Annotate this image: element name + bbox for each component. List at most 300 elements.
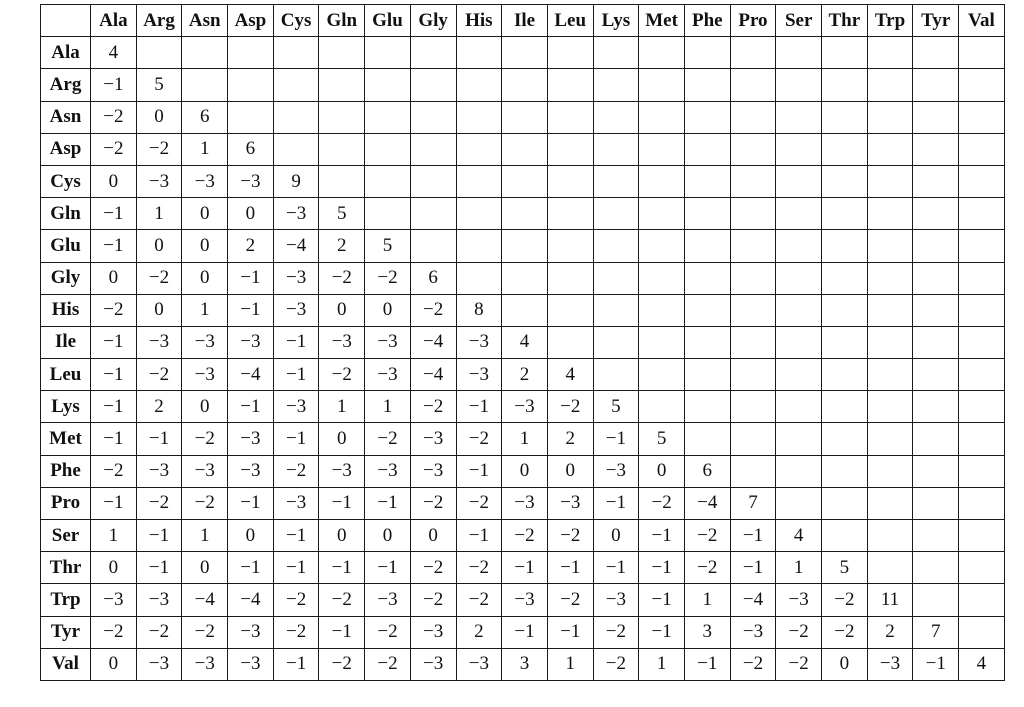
empty-cell — [959, 294, 1005, 326]
score-cell: 3 — [502, 648, 548, 680]
empty-cell — [822, 101, 868, 133]
score-cell: 0 — [91, 552, 137, 584]
row-header: Cys — [41, 165, 91, 197]
empty-cell — [776, 165, 822, 197]
empty-cell — [867, 165, 913, 197]
empty-cell — [684, 294, 730, 326]
row-header: Pro — [41, 487, 91, 519]
score-cell: 1 — [182, 520, 228, 552]
score-cell: 1 — [91, 520, 137, 552]
score-cell: −3 — [136, 165, 182, 197]
score-cell: −2 — [822, 584, 868, 616]
empty-cell — [913, 262, 959, 294]
score-cell: 2 — [319, 230, 365, 262]
empty-cell — [913, 326, 959, 358]
empty-cell — [273, 69, 319, 101]
score-cell: −1 — [639, 584, 685, 616]
empty-cell — [730, 294, 776, 326]
empty-cell — [684, 101, 730, 133]
empty-cell — [639, 37, 685, 69]
score-cell: −3 — [228, 616, 274, 648]
empty-cell — [639, 165, 685, 197]
score-cell: −1 — [136, 552, 182, 584]
score-cell: −3 — [410, 616, 456, 648]
empty-cell — [410, 230, 456, 262]
empty-cell — [456, 101, 502, 133]
score-cell: −3 — [502, 584, 548, 616]
table-row — [41, 423, 1005, 455]
empty-cell — [776, 37, 822, 69]
column-header: Asn — [182, 5, 228, 37]
empty-cell — [639, 230, 685, 262]
score-cell: −2 — [365, 616, 411, 648]
score-cell: −2 — [456, 584, 502, 616]
score-cell: −1 — [228, 294, 274, 326]
score-cell: −2 — [547, 584, 593, 616]
empty-cell — [730, 37, 776, 69]
score-cell: 5 — [319, 198, 365, 230]
empty-cell — [273, 133, 319, 165]
score-cell: −3 — [136, 584, 182, 616]
score-cell: −3 — [182, 359, 228, 391]
table-row — [41, 648, 1005, 680]
score-cell: −2 — [684, 552, 730, 584]
column-header: Ile — [502, 5, 548, 37]
empty-cell — [410, 198, 456, 230]
empty-cell — [959, 616, 1005, 648]
table-row — [41, 294, 1005, 326]
empty-cell — [867, 101, 913, 133]
score-cell: 0 — [822, 648, 868, 680]
row-header: Ser — [41, 520, 91, 552]
empty-cell — [959, 133, 1005, 165]
empty-cell — [822, 262, 868, 294]
score-cell: −2 — [273, 455, 319, 487]
column-header: Trp — [867, 5, 913, 37]
score-cell: −3 — [502, 391, 548, 423]
empty-cell — [639, 294, 685, 326]
score-cell: 6 — [182, 101, 228, 133]
score-cell: 4 — [502, 326, 548, 358]
empty-cell — [730, 455, 776, 487]
empty-cell — [867, 326, 913, 358]
empty-cell — [593, 69, 639, 101]
column-header: Lys — [593, 5, 639, 37]
column-header: Asp — [228, 5, 274, 37]
score-cell: −1 — [136, 520, 182, 552]
score-cell: 0 — [365, 294, 411, 326]
score-cell: −2 — [136, 359, 182, 391]
score-cell: 2 — [456, 616, 502, 648]
score-cell: 0 — [639, 455, 685, 487]
score-cell: −3 — [365, 584, 411, 616]
score-cell: 1 — [639, 648, 685, 680]
empty-cell — [730, 198, 776, 230]
table-row — [41, 487, 1005, 519]
score-cell: −3 — [365, 455, 411, 487]
score-cell: 0 — [319, 520, 365, 552]
empty-cell — [959, 520, 1005, 552]
score-cell: 0 — [136, 230, 182, 262]
empty-cell — [730, 391, 776, 423]
empty-cell — [776, 101, 822, 133]
empty-cell — [319, 101, 365, 133]
score-cell: −1 — [273, 326, 319, 358]
score-cell: 4 — [547, 359, 593, 391]
score-cell: 0 — [91, 262, 137, 294]
column-header: Tyr — [913, 5, 959, 37]
score-cell: −3 — [182, 326, 228, 358]
score-cell: −2 — [182, 616, 228, 648]
empty-cell — [822, 455, 868, 487]
score-cell: −2 — [684, 520, 730, 552]
score-cell: 5 — [822, 552, 868, 584]
score-cell: −2 — [319, 359, 365, 391]
empty-cell — [959, 101, 1005, 133]
score-cell: −3 — [91, 584, 137, 616]
empty-cell — [684, 230, 730, 262]
score-cell: 0 — [182, 230, 228, 262]
empty-cell — [867, 455, 913, 487]
row-header: Trp — [41, 584, 91, 616]
column-header: Phe — [684, 5, 730, 37]
score-cell: −2 — [273, 584, 319, 616]
score-cell: −3 — [182, 648, 228, 680]
empty-cell — [273, 101, 319, 133]
table-row — [41, 326, 1005, 358]
score-cell: −3 — [730, 616, 776, 648]
score-cell: −3 — [273, 391, 319, 423]
empty-cell — [913, 359, 959, 391]
empty-cell — [867, 198, 913, 230]
empty-cell — [867, 69, 913, 101]
empty-cell — [822, 359, 868, 391]
empty-cell — [913, 552, 959, 584]
score-cell: 0 — [319, 423, 365, 455]
empty-cell — [639, 391, 685, 423]
row-header: Phe — [41, 455, 91, 487]
column-header: Arg — [136, 5, 182, 37]
empty-cell — [776, 133, 822, 165]
score-cell: −1 — [593, 552, 639, 584]
score-cell: −1 — [730, 552, 776, 584]
empty-cell — [822, 294, 868, 326]
empty-cell — [822, 520, 868, 552]
table-row — [41, 391, 1005, 423]
score-cell: −3 — [228, 648, 274, 680]
score-cell: −2 — [182, 487, 228, 519]
column-header: Val — [959, 5, 1005, 37]
score-cell: −2 — [547, 391, 593, 423]
empty-cell — [730, 133, 776, 165]
empty-cell — [913, 37, 959, 69]
score-cell: 7 — [913, 616, 959, 648]
empty-cell — [822, 198, 868, 230]
empty-cell — [730, 230, 776, 262]
score-cell: 5 — [593, 391, 639, 423]
empty-cell — [913, 133, 959, 165]
column-header: Leu — [547, 5, 593, 37]
score-cell: −1 — [730, 520, 776, 552]
empty-cell — [913, 391, 959, 423]
score-cell: −3 — [228, 326, 274, 358]
score-cell: −3 — [456, 648, 502, 680]
score-cell: −2 — [547, 520, 593, 552]
empty-cell — [776, 262, 822, 294]
column-header: Pro — [730, 5, 776, 37]
table-row — [41, 520, 1005, 552]
empty-cell — [776, 455, 822, 487]
score-cell: −1 — [273, 520, 319, 552]
empty-cell — [822, 230, 868, 262]
score-cell: 1 — [547, 648, 593, 680]
empty-cell — [822, 133, 868, 165]
score-cell: −3 — [136, 326, 182, 358]
score-cell: −2 — [456, 552, 502, 584]
score-cell: −1 — [593, 487, 639, 519]
score-cell: −2 — [456, 423, 502, 455]
table-row — [41, 230, 1005, 262]
empty-cell — [684, 198, 730, 230]
table-row — [41, 552, 1005, 584]
score-cell: 4 — [959, 648, 1005, 680]
score-cell: −1 — [273, 423, 319, 455]
score-cell: 1 — [182, 133, 228, 165]
empty-cell — [502, 198, 548, 230]
row-header: Val — [41, 648, 91, 680]
score-cell: −1 — [502, 552, 548, 584]
empty-cell — [867, 423, 913, 455]
empty-cell — [684, 37, 730, 69]
score-cell: −2 — [593, 616, 639, 648]
column-header: Ser — [776, 5, 822, 37]
empty-cell — [867, 133, 913, 165]
empty-cell — [228, 101, 274, 133]
score-cell: −3 — [273, 262, 319, 294]
empty-cell — [776, 487, 822, 519]
empty-cell — [639, 133, 685, 165]
empty-cell — [959, 552, 1005, 584]
empty-cell — [639, 262, 685, 294]
score-cell: −3 — [182, 165, 228, 197]
empty-cell — [776, 230, 822, 262]
score-cell: −2 — [410, 391, 456, 423]
empty-cell — [593, 133, 639, 165]
empty-cell — [776, 391, 822, 423]
empty-cell — [593, 101, 639, 133]
score-cell: 6 — [410, 262, 456, 294]
empty-cell — [867, 552, 913, 584]
score-cell: −2 — [410, 584, 456, 616]
empty-cell — [639, 326, 685, 358]
empty-cell — [913, 230, 959, 262]
empty-cell — [822, 391, 868, 423]
empty-cell — [365, 37, 411, 69]
empty-cell — [684, 133, 730, 165]
matrix-body — [41, 37, 1005, 681]
score-cell: −3 — [136, 455, 182, 487]
score-cell: 0 — [228, 198, 274, 230]
empty-cell — [867, 487, 913, 519]
empty-cell — [959, 198, 1005, 230]
score-cell: −4 — [684, 487, 730, 519]
score-cell: −2 — [91, 455, 137, 487]
score-cell: −3 — [228, 423, 274, 455]
score-cell: −1 — [365, 552, 411, 584]
empty-cell — [867, 391, 913, 423]
empty-cell — [959, 69, 1005, 101]
header-row — [41, 5, 1005, 37]
score-cell: −3 — [365, 359, 411, 391]
score-cell: −1 — [456, 391, 502, 423]
score-cell: −1 — [639, 552, 685, 584]
score-cell: −1 — [228, 552, 274, 584]
empty-cell — [456, 230, 502, 262]
empty-cell — [639, 101, 685, 133]
empty-cell — [593, 37, 639, 69]
empty-cell — [319, 165, 365, 197]
table-row — [41, 584, 1005, 616]
score-cell: −1 — [319, 616, 365, 648]
score-cell: −1 — [319, 487, 365, 519]
score-cell: −3 — [410, 455, 456, 487]
empty-cell — [365, 69, 411, 101]
score-cell: −1 — [593, 423, 639, 455]
empty-cell — [959, 262, 1005, 294]
empty-cell — [456, 37, 502, 69]
empty-cell — [867, 520, 913, 552]
empty-cell — [959, 359, 1005, 391]
score-cell: 0 — [319, 294, 365, 326]
score-cell: −2 — [136, 262, 182, 294]
empty-cell — [365, 133, 411, 165]
empty-cell — [593, 359, 639, 391]
empty-cell — [547, 262, 593, 294]
score-cell: 5 — [136, 69, 182, 101]
empty-cell — [684, 391, 730, 423]
empty-cell — [547, 101, 593, 133]
empty-cell — [959, 37, 1005, 69]
score-cell: 0 — [182, 198, 228, 230]
score-cell: 2 — [502, 359, 548, 391]
score-cell: 3 — [684, 616, 730, 648]
score-cell: 6 — [228, 133, 274, 165]
table-row — [41, 198, 1005, 230]
score-cell: −1 — [273, 359, 319, 391]
row-header: Met — [41, 423, 91, 455]
score-cell: −1 — [639, 520, 685, 552]
score-cell: 2 — [228, 230, 274, 262]
score-cell: 0 — [182, 552, 228, 584]
score-cell: −1 — [91, 487, 137, 519]
substitution-matrix-table — [40, 4, 1005, 681]
empty-cell — [684, 423, 730, 455]
row-header: Gly — [41, 262, 91, 294]
empty-cell — [547, 198, 593, 230]
score-cell: −1 — [228, 391, 274, 423]
row-header: Ala — [41, 37, 91, 69]
score-cell: −1 — [547, 616, 593, 648]
score-cell: 4 — [776, 520, 822, 552]
row-header: Gln — [41, 198, 91, 230]
row-header: His — [41, 294, 91, 326]
empty-cell — [684, 69, 730, 101]
score-cell: −2 — [593, 648, 639, 680]
score-cell: −1 — [91, 230, 137, 262]
score-cell: −2 — [365, 648, 411, 680]
score-cell: −2 — [365, 262, 411, 294]
table-row — [41, 133, 1005, 165]
score-cell: 1 — [502, 423, 548, 455]
empty-cell — [502, 262, 548, 294]
column-header: Thr — [822, 5, 868, 37]
empty-cell — [867, 230, 913, 262]
score-cell: −4 — [228, 359, 274, 391]
empty-cell — [547, 294, 593, 326]
score-cell: −2 — [136, 487, 182, 519]
empty-cell — [593, 326, 639, 358]
empty-cell — [776, 359, 822, 391]
empty-cell — [776, 423, 822, 455]
empty-cell — [319, 37, 365, 69]
score-cell: −2 — [136, 133, 182, 165]
empty-cell — [959, 326, 1005, 358]
empty-cell — [822, 423, 868, 455]
score-cell: −3 — [867, 648, 913, 680]
empty-cell — [593, 262, 639, 294]
column-header: Gly — [410, 5, 456, 37]
score-cell: −3 — [136, 648, 182, 680]
row-header: Leu — [41, 359, 91, 391]
score-cell: −2 — [822, 616, 868, 648]
empty-cell — [502, 37, 548, 69]
score-cell: −2 — [319, 584, 365, 616]
empty-cell — [959, 391, 1005, 423]
empty-cell — [822, 37, 868, 69]
empty-cell — [959, 165, 1005, 197]
score-cell: −4 — [730, 584, 776, 616]
score-cell: 0 — [136, 101, 182, 133]
column-header: Cys — [273, 5, 319, 37]
empty-cell — [547, 69, 593, 101]
score-cell: 11 — [867, 584, 913, 616]
empty-cell — [456, 262, 502, 294]
empty-cell — [593, 198, 639, 230]
row-header: Lys — [41, 391, 91, 423]
empty-cell — [182, 37, 228, 69]
score-cell: −3 — [273, 487, 319, 519]
empty-cell — [730, 359, 776, 391]
empty-cell — [913, 455, 959, 487]
empty-cell — [639, 359, 685, 391]
score-cell: −3 — [547, 487, 593, 519]
empty-cell — [547, 133, 593, 165]
empty-cell — [593, 294, 639, 326]
column-header: Glu — [365, 5, 411, 37]
table-row — [41, 359, 1005, 391]
score-cell: −3 — [319, 326, 365, 358]
empty-cell — [684, 326, 730, 358]
score-cell: −3 — [228, 165, 274, 197]
empty-cell — [730, 326, 776, 358]
empty-cell — [456, 133, 502, 165]
empty-cell — [730, 262, 776, 294]
empty-cell — [776, 198, 822, 230]
empty-cell — [822, 165, 868, 197]
empty-cell — [684, 262, 730, 294]
empty-cell — [410, 69, 456, 101]
score-cell: −2 — [410, 487, 456, 519]
